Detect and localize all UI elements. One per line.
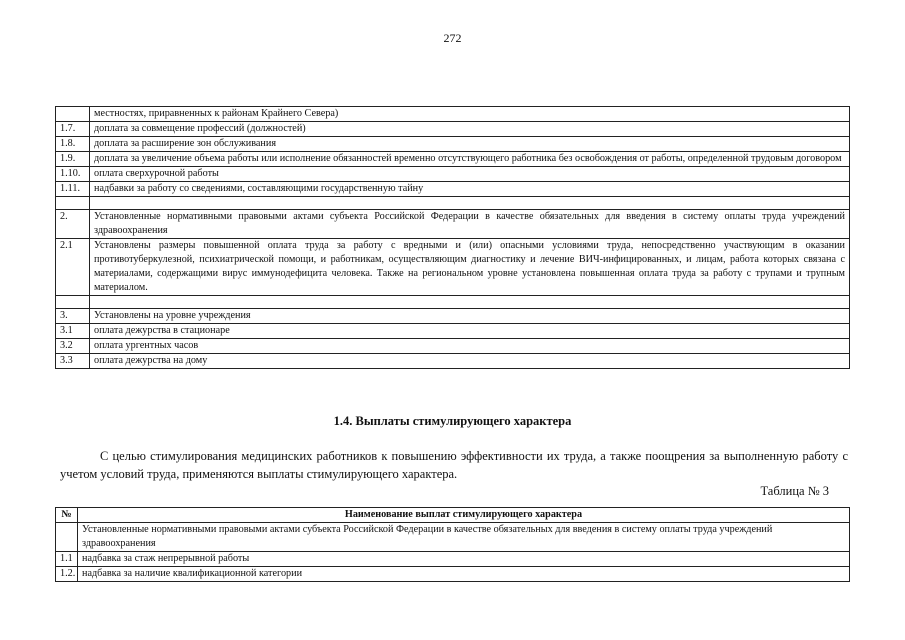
table-row [56,523,850,552]
row-text [90,296,850,309]
row-text: Установленные нормативными правовыми актами субъекта Российской Федерации в качестве обязательных для введения в систему оплаты труда учреждений здравоохранения [78,523,850,552]
column-header-number: № [56,508,78,523]
table-row [56,152,850,167]
row-text: Установлены размеры повышенной оплата труда за работу с вредными и (или) опасными условиями труда, непосредственно участвующим в оказании противотуберкулезной, психиатрической помощи, и работникам, осуществляющим диагностику и лечение ВИЧ-инфицированных, и лицам, работа которых связана с материалами, содержащими вирус иммунодефицита человека. Также на региональном уровне установлена повышенная оплата труда за работу с трупами и трупным материалом. [90,239,850,296]
table-row [56,239,850,296]
row-text: доплата за расширение зон обслуживания [90,137,850,152]
table-row [56,324,850,339]
table-row [56,552,850,567]
row-number: 1.1 [56,552,78,567]
row-number: 1.9. [56,152,90,167]
table-row [56,309,850,324]
row-number [56,197,90,210]
row-number: 2.1 [56,239,90,296]
row-number [56,296,90,309]
row-number: 1.10. [56,167,90,182]
row-number: 3.1 [56,324,90,339]
section-paragraph: С целью стимулирования медицинских работников к повышению эффективности их труда, а также поощрения за выполненную работу с учетом условий труда, применяются выплаты стимулирующего характера. [60,449,848,481]
row-text: местностях, приравненных к районам Крайнего Севера) [90,107,850,122]
row-number: 1.8. [56,137,90,152]
row-text: доплата за увеличение объема работы или исполнение обязанностей временно отсутствующего работника без освобождения от работы, определенной трудовым договором [90,152,850,167]
row-text: Установленные нормативными правовыми актами субъекта Российской Федерации в качестве обязательных для введения в систему оплаты труда учреждений здравоохранения [90,210,850,239]
section-heading: 1.4. Выплаты стимулирующего характера [333,414,572,428]
row-number: 1.11. [56,182,90,197]
table-row [56,567,850,582]
row-text: надбавка за наличие квалификационной категории [78,567,850,582]
table-row [56,107,850,122]
row-text: Установлены на уровне учреждения [90,309,850,324]
row-number: 1.2. [56,567,78,582]
row-text: оплата дежурства в стационаре [90,324,850,339]
row-number: 2. [56,210,90,239]
row-number [56,107,90,122]
row-number: 1.7. [56,122,90,137]
row-number [56,523,78,552]
table-label: Таблица № 3 [760,484,829,498]
row-number: 3.2 [56,339,90,354]
table-row [56,137,850,152]
row-text: оплата сверхурочной работы [90,167,850,182]
page-number: 272 [443,31,462,45]
table-row-empty [56,296,850,309]
row-text: оплата дежурства на дому [90,354,850,369]
column-header-name: Наименование выплат стимулирующего характера [78,508,850,523]
table-row [56,354,850,369]
table-row [56,339,850,354]
row-text [90,197,850,210]
row-text: надбавка за стаж непрерывной работы [78,552,850,567]
row-text: доплата за совмещение профессий (должностей) [90,122,850,137]
row-text: надбавки за работу со сведениями, составляющими государственную тайну [90,182,850,197]
row-number: 3.3 [56,354,90,369]
row-number: 3. [56,309,90,324]
table-row [56,122,850,137]
payments-table-body [56,107,850,369]
payments-table-continued [55,106,850,369]
table-row [56,210,850,239]
table-row [56,182,850,197]
row-text: оплата ургентных часов [90,339,850,354]
table-header-row [56,508,850,523]
table-row-empty [56,197,850,210]
stimulating-payments-table [55,507,850,582]
table-row [56,167,850,182]
